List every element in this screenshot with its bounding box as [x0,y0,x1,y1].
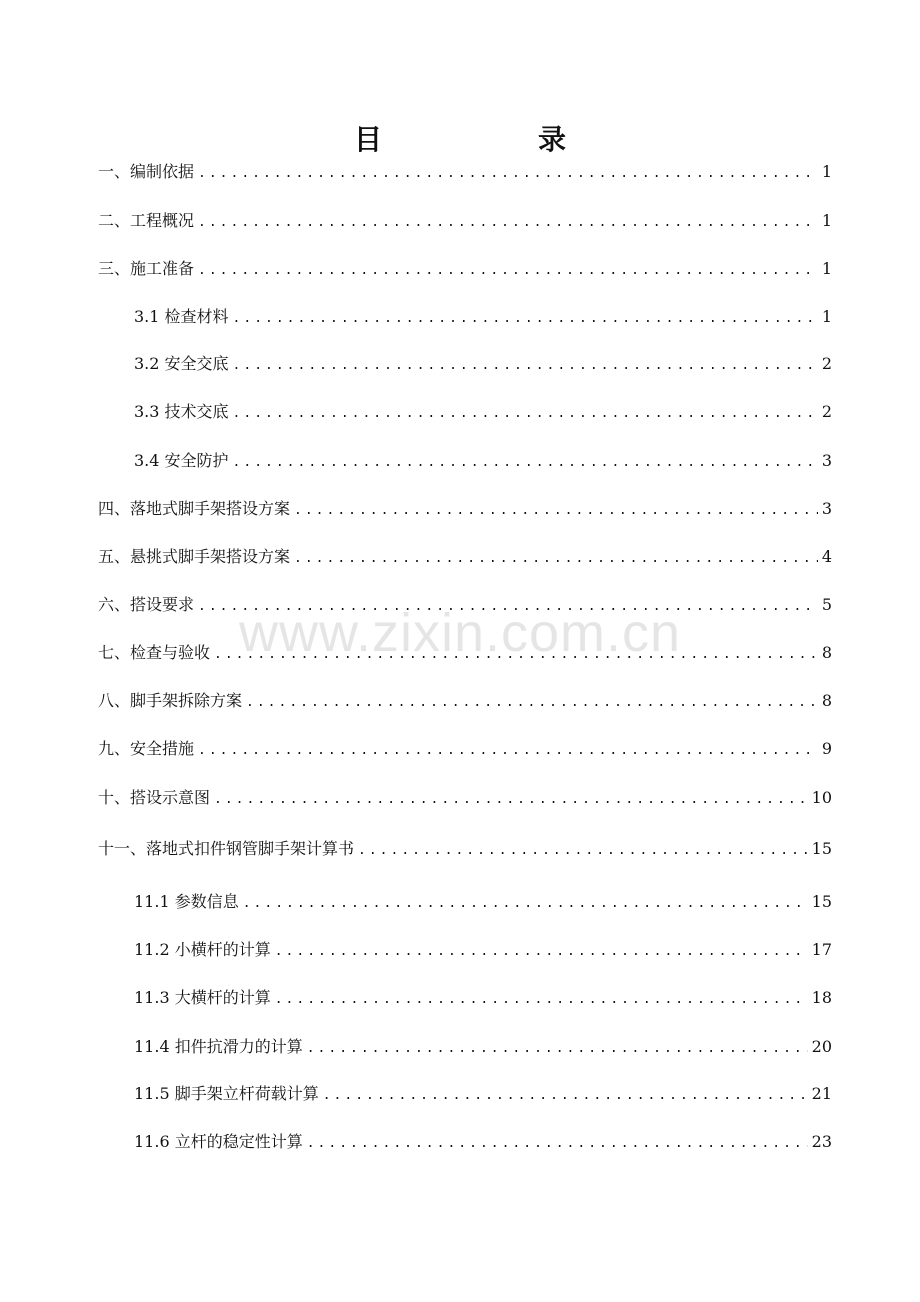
toc-entry[interactable] [134,352,832,376]
toc-entry[interactable] [134,1082,832,1106]
toc-entry-label: 3.4 安全防护 [134,451,229,470]
toc-entry-page: 23 [811,1132,832,1151]
toc-entry-page: 18 [811,988,832,1007]
toc-entry-label: 九、安全措施 [98,739,195,758]
toc-entry[interactable] [98,497,832,521]
toc-entry-label: 八、脚手架拆除方案 [98,691,243,710]
toc-entry-label: 七、检查与验收 [98,643,211,662]
toc-leader-dots [233,451,818,475]
toc-entry[interactable] [98,837,832,861]
toc-entry-page: 15 [811,839,832,858]
toc-entry[interactable] [98,545,832,569]
toc-leader-dots [198,259,818,283]
toc-entry-page: 1 [821,211,832,230]
toc-entry-page: 4 [821,547,832,566]
toc-leader-dots [323,1084,808,1108]
toc-leader-dots [233,307,818,331]
toc-entry-label: 11.2 小横杆的计算 [134,940,271,959]
toc-entry-page: 10 [811,788,832,807]
toc-entry[interactable] [134,1035,832,1059]
toc-entry-label: 四、落地式脚手架搭设方案 [98,499,291,518]
toc-entry-page: 1 [821,307,832,326]
toc-entry-page: 2 [821,402,832,421]
toc-entry-page: 9 [821,739,832,758]
toc-entry-page: 2 [821,354,832,373]
toc-entry-label: 一、编制依据 [98,162,195,181]
toc-entry[interactable] [134,305,832,329]
toc-leader-dots [307,1037,808,1061]
toc-entry-label: 3.1 检查材料 [134,307,229,326]
toc-entry[interactable] [134,986,832,1010]
toc-entry[interactable] [98,689,832,713]
toc-entry[interactable] [134,890,832,914]
toc-entry-page: 3 [821,451,832,470]
toc-entry[interactable] [134,449,832,473]
toc-leader-dots [358,839,808,863]
toc-entry-label: 11.3 大横杆的计算 [134,988,271,1007]
toc-leader-dots [198,162,818,186]
toc-entry-label: 11.6 立杆的稳定性计算 [134,1132,303,1151]
toc-entry-page: 20 [811,1037,832,1056]
toc-entry-page: 8 [821,643,832,662]
toc-entry-label: 十一、落地式扣件钢管脚手架计算书 [98,839,355,858]
toc-entry-label: 3.2 安全交底 [134,354,229,373]
toc-entry-page: 1 [821,259,832,278]
toc-entry-label: 11.5 脚手架立杆荷载计算 [134,1084,319,1103]
toc-entry[interactable] [98,257,832,281]
toc-entry[interactable] [134,1130,832,1154]
toc-entry[interactable] [98,786,832,810]
toc-entry-label: 3.3 技术交底 [134,402,229,421]
toc-leader-dots [214,788,808,812]
toc-entry-label: 11.4 扣件抗滑力的计算 [134,1037,303,1056]
toc-leader-dots [275,988,808,1012]
toc-leader-dots [246,691,818,715]
toc-entry-label: 六、搭设要求 [98,595,195,614]
toc-entry[interactable] [134,938,832,962]
toc-entry-label: 十、搭设示意图 [98,788,211,807]
toc-entry[interactable] [98,160,832,184]
toc-entry-label: 二、工程概况 [98,211,195,230]
toc-leader-dots [198,739,818,763]
watermark: www.zixin.com.cn [238,603,682,663]
page-title: 目 录 [353,123,630,156]
toc-leader-dots [294,499,818,523]
toc-entry[interactable] [98,737,832,761]
toc-entry-label: 五、悬挑式脚手架搭设方案 [98,547,291,566]
toc-leader-dots [233,354,818,378]
toc-entry-page: 21 [811,1084,832,1103]
toc-entry[interactable] [134,400,832,424]
toc-entry-label: 三、施工准备 [98,259,195,278]
toc-entry-page: 17 [811,940,832,959]
toc-entry-page: 3 [821,499,832,518]
toc-leader-dots [275,940,808,964]
toc-leader-dots [307,1132,808,1156]
toc-entry-label: 11.1 参数信息 [134,892,239,911]
toc-leader-dots [198,211,818,235]
toc-entry-page: 5 [821,595,832,614]
toc-leader-dots [243,892,808,916]
toc-leader-dots [294,547,818,571]
toc-leader-dots [233,402,818,426]
toc-entry-page: 1 [821,162,832,181]
toc-entry[interactable] [98,209,832,233]
toc-entry-page: 15 [811,892,832,911]
toc-entry-page: 8 [821,691,832,710]
